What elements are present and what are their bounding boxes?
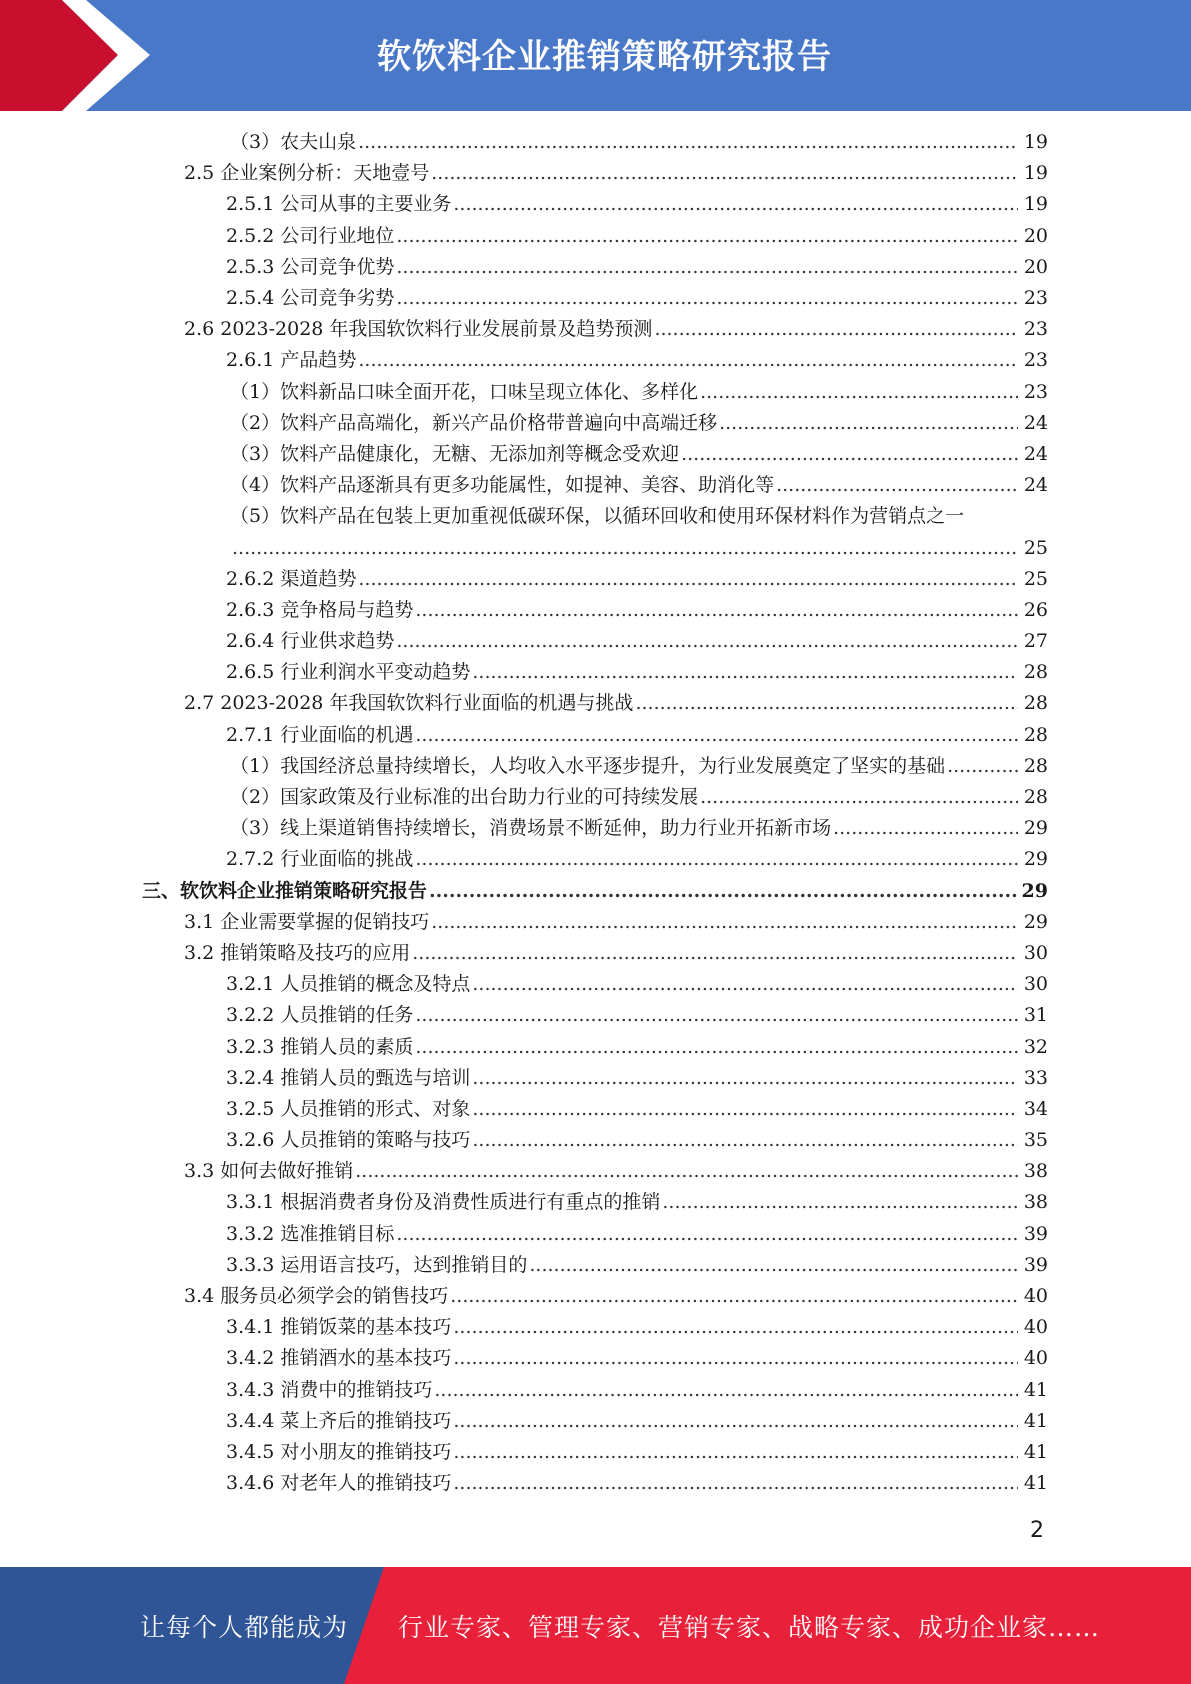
toc-dot-leader xyxy=(472,1094,1018,1125)
toc-entry-page: 19 xyxy=(1023,193,1048,216)
toc-entry-page: 41 xyxy=(1023,1440,1048,1463)
toc-entry-title: 3.2.1 人员推销的概念及特点 xyxy=(226,973,471,996)
toc-dot-leader xyxy=(700,782,1018,813)
toc-entry-title: 3.2.6 人员推销的策略与技巧 xyxy=(226,1129,471,1152)
toc-entry-title: 3.2.5 人员推销的形式、对象 xyxy=(226,1097,471,1120)
toc-entry-page: 28 xyxy=(1023,723,1048,746)
toc-entry-page: 29 xyxy=(1023,817,1048,840)
toc-entry-page: 41 xyxy=(1023,1472,1048,1495)
toc-entry[interactable] xyxy=(0,314,1191,345)
toc-entry-title: 3.2.4 推销人员的甄选与培训 xyxy=(226,1066,471,1089)
toc-entry-page: 20 xyxy=(1023,224,1048,247)
toc-entry-title: 3.1 企业需要掌握的促销技巧 xyxy=(184,910,430,933)
toc-entry-title: 3.4.2 推销酒水的基本技巧 xyxy=(226,1347,452,1370)
toc-entry-page: 27 xyxy=(1023,630,1048,653)
toc-entry[interactable] xyxy=(0,688,1191,719)
toc-dot-leader xyxy=(654,314,1018,345)
toc-entry[interactable] xyxy=(0,127,1191,158)
toc-dot-leader xyxy=(396,221,1018,252)
toc-dot-leader xyxy=(396,626,1018,657)
toc-entry[interactable] xyxy=(0,221,1191,252)
toc-entry[interactable] xyxy=(0,1125,1191,1156)
toc-entry-page: 25 xyxy=(1023,536,1048,559)
toc-entry-page: 29 xyxy=(1023,848,1048,871)
toc-entry-title: 2.5.3 公司竞争优势 xyxy=(226,255,395,278)
toc-dot-leader xyxy=(635,688,1018,719)
toc-entry-page: 30 xyxy=(1023,973,1048,996)
toc-entry-title: （3）线上渠道销售持续增长，消费场景不断延伸，助力行业开拓新市场 xyxy=(230,817,832,840)
toc-dot-leader xyxy=(358,564,1018,595)
toc-dot-leader xyxy=(662,1187,1018,1218)
toc-entry-page: 39 xyxy=(1023,1222,1048,1245)
toc-dot-leader xyxy=(453,1343,1018,1374)
toc-entry[interactable] xyxy=(0,1000,1191,1031)
toc-entry-title: 3.2.2 人员推销的任务 xyxy=(226,1004,414,1027)
toc-dot-leader xyxy=(529,1250,1018,1281)
toc-entry-title: 2.6.5 行业利润水平变动趋势 xyxy=(226,661,471,684)
toc-entry[interactable] xyxy=(0,595,1191,626)
toc-entry-page: 39 xyxy=(1023,1253,1048,1276)
toc-dot-leader xyxy=(453,1312,1018,1343)
toc-entry[interactable] xyxy=(0,1343,1191,1374)
toc-entry[interactable] xyxy=(0,657,1191,688)
toc-entry[interactable] xyxy=(0,938,1191,969)
toc-entry[interactable] xyxy=(0,377,1191,408)
toc-entry-page: 25 xyxy=(1023,567,1048,590)
toc-entry-page: 28 xyxy=(1023,692,1048,715)
toc-entry-title: （1）饮料新品口味全面开花，口味呈现立体化、多样化 xyxy=(230,380,699,403)
toc-entry[interactable] xyxy=(0,1406,1191,1437)
toc-dot-leader xyxy=(415,1000,1018,1031)
toc-entry-title: （5）饮料产品在包装上更加重视低碳环保，以循环回收和使用环保材料作为营销点之一 xyxy=(230,505,965,528)
toc-entry-title: （2）饮料产品高端化，新兴产品价格带普遍向中高端迁移 xyxy=(230,411,718,434)
toc-entry-page: 31 xyxy=(1023,1004,1048,1027)
toc-entry[interactable] xyxy=(0,470,1191,501)
toc-dot-leader xyxy=(415,595,1018,626)
toc-entry-title: 3.4.1 推销饭菜的基本技巧 xyxy=(226,1316,452,1339)
toc-dot-leader xyxy=(833,813,1018,844)
toc-dot-leader xyxy=(415,720,1018,751)
toc-entry-title: 2.6.1 产品趋势 xyxy=(226,349,357,372)
toc-entry-page: 23 xyxy=(1023,380,1048,403)
toc-dot-leader xyxy=(472,1125,1018,1156)
toc-dot-leader xyxy=(415,844,1018,875)
toc-entry[interactable] xyxy=(0,189,1191,220)
toc-entry-title: 2.5.2 公司行业地位 xyxy=(226,224,395,247)
toc-entry-title: （1）我国经济总量持续增长，人均收入水平逐步提升，为行业发展奠定了坚实的基础 xyxy=(230,754,946,777)
page-footer xyxy=(0,1567,1191,1684)
toc-entry[interactable] xyxy=(0,1437,1191,1468)
toc-entry-title: 3.4 服务员必须学会的销售技巧 xyxy=(184,1285,449,1308)
toc-entry-title: 3.4.5 对小朋友的推销技巧 xyxy=(226,1440,452,1463)
toc-dot-leader xyxy=(232,533,1018,564)
toc-entry-page: 38 xyxy=(1023,1191,1048,1214)
toc-dot-leader xyxy=(355,1156,1018,1187)
toc-entry-page: 28 xyxy=(1023,754,1048,777)
toc-dot-leader xyxy=(396,252,1018,283)
toc-dot-leader xyxy=(776,470,1018,501)
toc-entry-page: 23 xyxy=(1023,349,1048,372)
toc-dot-leader xyxy=(415,1032,1018,1063)
toc-entry-title: 2.7.1 行业面临的机遇 xyxy=(226,723,414,746)
page-header xyxy=(0,0,1191,111)
toc-entry-page: 41 xyxy=(1023,1409,1048,1432)
toc-entry-title: 2.6.4 行业供求趋势 xyxy=(226,630,395,653)
toc-entry-title: 2.7.2 行业面临的挑战 xyxy=(226,848,414,871)
toc-dot-leader xyxy=(453,1437,1018,1468)
toc-entry[interactable] xyxy=(0,158,1191,189)
toc-dot-leader xyxy=(431,158,1018,189)
toc-entry[interactable] xyxy=(0,532,1191,563)
header-title: 软饮料企业推销策略研究报告 xyxy=(377,36,832,77)
toc-dot-leader xyxy=(434,1375,1018,1406)
toc-entry-title: 三、软饮料企业推销策略研究报告 xyxy=(142,879,428,902)
toc-entry[interactable] xyxy=(0,626,1191,657)
toc-dot-leader xyxy=(681,439,1018,470)
toc-entry-page: 26 xyxy=(1023,598,1048,621)
toc-dot-leader xyxy=(700,377,1018,408)
toc-dot-leader xyxy=(719,408,1018,439)
toc-dot-leader xyxy=(431,907,1018,938)
toc-entry[interactable] xyxy=(0,1063,1191,1094)
toc-entry-title: （3）饮料产品健康化，无糖、无添加剂等概念受欢迎 xyxy=(230,442,680,465)
toc-entry[interactable] xyxy=(0,1031,1191,1062)
toc-dot-leader xyxy=(472,969,1018,1000)
toc-entry[interactable] xyxy=(0,813,1191,844)
toc-entry-page: 24 xyxy=(1023,442,1048,465)
toc-entry-page: 35 xyxy=(1023,1129,1048,1152)
toc-entry[interactable] xyxy=(0,1468,1191,1499)
toc-entry-page: 29 xyxy=(1023,910,1048,933)
toc-entry-page: 19 xyxy=(1023,131,1048,154)
toc-entry-title: 2.7 2023-2028 年我国软饮料行业面临的机遇与挑战 xyxy=(184,692,634,715)
toc-entry-page: 23 xyxy=(1023,287,1048,310)
toc-entry-title: 2.6.3 竞争格局与趋势 xyxy=(226,598,414,621)
toc-entry-page: 40 xyxy=(1023,1285,1048,1308)
toc-dot-leader xyxy=(396,1219,1018,1250)
toc-entry-title: 2.6.2 渠道趋势 xyxy=(226,567,357,590)
toc-entry-title: 3.3.3 运用语言技巧，达到推销目的 xyxy=(226,1253,528,1276)
toc-entry-page: 38 xyxy=(1023,1160,1048,1183)
toc-dot-leader xyxy=(429,876,1018,907)
toc-entry[interactable] xyxy=(0,1250,1191,1281)
toc-entry[interactable] xyxy=(0,751,1191,782)
toc-entry-title: 3.4.3 消费中的推销技巧 xyxy=(226,1378,433,1401)
toc-dot-leader xyxy=(453,189,1018,220)
toc-dot-leader xyxy=(472,657,1018,688)
toc-entry-title: （3）农夫山泉 xyxy=(230,131,357,154)
toc-entry[interactable] xyxy=(0,564,1191,595)
toc-entry-title: 3.3 如何去做好推销 xyxy=(184,1160,354,1183)
toc-entry[interactable] xyxy=(0,844,1191,875)
toc-entry[interactable] xyxy=(0,1187,1191,1218)
toc-entry[interactable] xyxy=(0,720,1191,751)
toc-entry-page: 24 xyxy=(1023,474,1048,497)
toc-entry[interactable] xyxy=(0,782,1191,813)
toc-entry-page: 20 xyxy=(1023,255,1048,278)
toc-entry[interactable] xyxy=(0,1312,1191,1343)
toc-entry-title: 3.3.2 选准推销目标 xyxy=(226,1222,395,1245)
toc-entry-page: 28 xyxy=(1023,661,1048,684)
toc-entry-page: 40 xyxy=(1023,1347,1048,1370)
footer-slogan-right: 行业专家、管理专家、营销专家、战略专家、成功企业家…… xyxy=(398,1612,1101,1642)
toc-dot-leader xyxy=(396,283,1018,314)
toc-entry-page: 33 xyxy=(1023,1066,1048,1089)
toc-entry-title: （4）饮料产品逐渐具有更多功能属性，如提神、美容、助消化等 xyxy=(230,474,775,497)
toc-entry[interactable] xyxy=(0,1094,1191,1125)
toc-entry[interactable] xyxy=(0,501,1191,532)
toc-entry-title: 3.4.6 对老年人的推销技巧 xyxy=(226,1472,452,1495)
toc-entry-title: 3.2 推销策略及技巧的应用 xyxy=(184,941,411,964)
toc-entry[interactable] xyxy=(0,345,1191,376)
toc-entry[interactable] xyxy=(0,1375,1191,1406)
toc-entry-page: 23 xyxy=(1023,318,1048,341)
toc-entry-page: 32 xyxy=(1023,1035,1048,1058)
toc-entry-title: （2）国家政策及行业标准的出台助力行业的可持续发展 xyxy=(230,786,699,809)
toc-entry[interactable] xyxy=(0,408,1191,439)
toc-dot-leader xyxy=(453,1406,1018,1437)
toc-entry-title: 2.5 企业案例分析：天地壹号 xyxy=(184,162,430,185)
toc-dot-leader xyxy=(358,127,1018,158)
toc-entry-page: 24 xyxy=(1023,411,1048,434)
toc-entry-page: 41 xyxy=(1023,1378,1048,1401)
footer-slogan-left: 让每个人都能成为 xyxy=(140,1612,349,1642)
toc-entry[interactable] xyxy=(0,876,1191,907)
toc-entry[interactable] xyxy=(0,439,1191,470)
toc-entry-title: 2.5.4 公司竞争劣势 xyxy=(226,287,395,310)
page-number: 2 xyxy=(1030,1518,1044,1543)
toc-entry[interactable] xyxy=(0,1156,1191,1187)
toc-entry-page: 19 xyxy=(1023,162,1048,185)
toc-entry-title: 3.4.4 菜上齐后的推销技巧 xyxy=(226,1409,452,1432)
toc-entry-page: 29 xyxy=(1021,879,1048,902)
toc-entry-title: 2.5.1 公司从事的主要业务 xyxy=(226,193,452,216)
toc-entry[interactable] xyxy=(0,907,1191,938)
toc-dot-leader xyxy=(450,1281,1018,1312)
toc-dot-leader xyxy=(472,1063,1018,1094)
toc-entry[interactable] xyxy=(0,1281,1191,1312)
toc-dot-leader xyxy=(453,1468,1018,1499)
toc-entry[interactable] xyxy=(0,969,1191,1000)
toc-entry-page: 30 xyxy=(1023,941,1048,964)
toc-dot-leader xyxy=(412,938,1018,969)
toc-entry-title: 2.6 2023-2028 年我国软饮料行业发展前景及趋势预测 xyxy=(184,318,653,341)
toc-entry[interactable] xyxy=(0,283,1191,314)
toc-entry[interactable] xyxy=(0,252,1191,283)
toc-entry-page: 34 xyxy=(1023,1097,1048,1120)
toc-dot-leader xyxy=(947,751,1018,782)
toc-entry-title: 3.2.3 推销人员的素质 xyxy=(226,1035,414,1058)
toc-entry-page: 40 xyxy=(1023,1316,1048,1339)
toc-entry-page: 28 xyxy=(1023,786,1048,809)
toc-entry[interactable] xyxy=(0,1219,1191,1250)
table-of-contents xyxy=(0,127,1191,1499)
toc-entry-title: 3.3.1 根据消费者身份及消费性质进行有重点的推销 xyxy=(226,1191,661,1214)
toc-dot-leader xyxy=(358,345,1018,376)
